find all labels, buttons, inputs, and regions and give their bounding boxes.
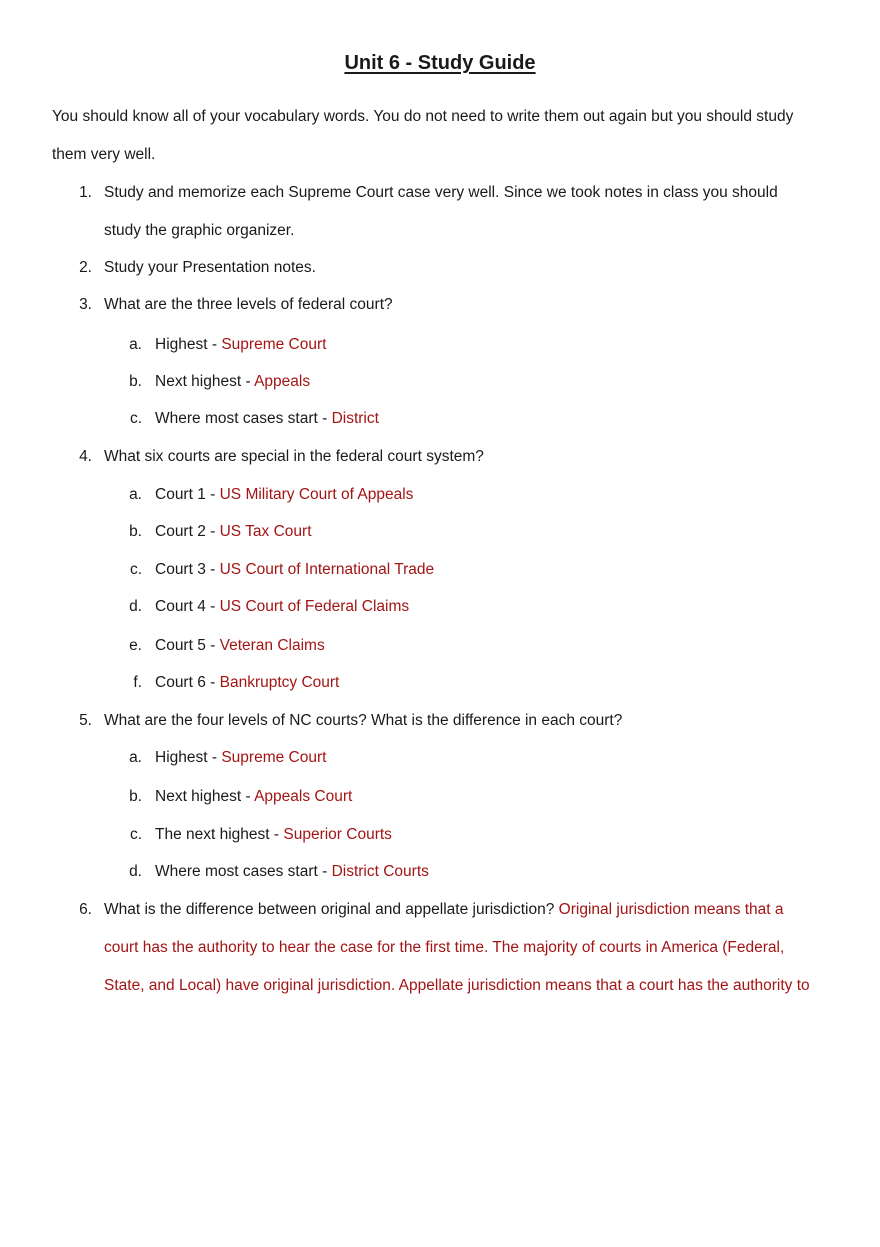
subitem-letter: d. [129, 598, 142, 615]
subitem-label: Court 5 - [155, 637, 220, 654]
item-2-text: Study your Presentation notes. [104, 259, 316, 276]
subitem [155, 409, 379, 429]
subitem-label: Court 4 - [155, 598, 220, 615]
subitem [155, 372, 310, 392]
subitem [155, 636, 325, 656]
subitem-letter: a. [129, 486, 142, 503]
intro-line-2: them very well. [52, 146, 156, 163]
item-6-question: What is the difference between original and appellate jurisdiction? [104, 901, 559, 918]
subitem-answer: US Court of Federal Claims [219, 598, 410, 615]
item-5-question: What are the four levels of NC courts? What is the difference in each court? [104, 712, 623, 729]
subitem [155, 825, 392, 845]
subitem-answer: Veteran Claims [219, 637, 325, 654]
subitem [155, 862, 429, 882]
subitem-label: Where most cases start - [155, 863, 332, 880]
subitem-label: Court 3 - [155, 561, 220, 578]
item-6-answer-part-3: State, and Local) have original jurisdiction. Appellate jurisdiction means that a court has the authority to [104, 977, 810, 994]
subitem [155, 787, 352, 807]
intro-line-1: You should know all of your vocabulary words. You do not need to write them out again but you should study [52, 108, 794, 125]
subitem-letter: a. [129, 336, 142, 353]
subitem-label: Next highest - [155, 373, 255, 390]
item-number: 3. [79, 296, 92, 313]
subitem [155, 335, 326, 355]
subitem [155, 597, 409, 617]
item-number: 1. [79, 184, 92, 201]
subitem-letter: a. [129, 749, 142, 766]
subitem-answer: Appeals Court [254, 788, 353, 805]
subitem-letter: c. [129, 410, 142, 427]
subitem-label: Court 2 - [155, 523, 220, 540]
item-3-question: What are the three levels of federal court? [104, 296, 393, 313]
item-number: 5. [79, 712, 92, 729]
subitem-letter: e. [129, 637, 142, 654]
subitem-label: Court 6 - [155, 674, 220, 691]
subitem-letter: b. [129, 523, 142, 540]
subitem-letter: d. [129, 863, 142, 880]
subitem [155, 485, 413, 505]
subitem-letter: c. [129, 561, 142, 578]
subitem [155, 522, 312, 542]
subitem-answer: Supreme Court [221, 749, 327, 766]
item-number: 6. [79, 901, 92, 918]
subitem-label: The next highest - [155, 826, 284, 843]
subitem-label: Next highest - [155, 788, 255, 805]
subitem-letter: b. [129, 373, 142, 390]
item-6-line-1 [104, 900, 784, 920]
item-4-question: What six courts are special in the federal court system? [104, 448, 484, 465]
subitem-label: Highest - [155, 749, 222, 766]
subitem-label: Court 1 - [155, 486, 220, 503]
subitem-label: Where most cases start - [155, 410, 332, 427]
subitem-answer: Superior Courts [283, 826, 392, 843]
subitem-answer: US Court of International Trade [219, 561, 435, 578]
subitem [155, 560, 434, 580]
subitem [155, 748, 326, 768]
item-6-answer-part-1: Original jurisdiction means that a [558, 901, 784, 918]
subitem-answer: US Military Court of Appeals [219, 486, 414, 503]
subitem-answer: Bankruptcy Court [219, 674, 340, 691]
item-number: 2. [79, 259, 92, 276]
subitem-letter: f. [133, 674, 142, 691]
subitem-answer: Appeals [254, 373, 311, 390]
item-1-text-line-2: study the graphic organizer. [104, 222, 295, 239]
subitem-answer: US Tax Court [219, 523, 312, 540]
page-title: Unit 6 - Study Guide [344, 52, 536, 74]
subitem-letter: b. [129, 788, 142, 805]
item-1-text-line-1: Study and memorize each Supreme Court case very well. Since we took notes in class you should [104, 184, 778, 201]
subitem-label: Highest - [155, 336, 222, 353]
item-6-answer-part-2: court has the authority to hear the case for the first time. The majority of courts in America (Federal, [104, 939, 785, 956]
subitem-letter: c. [129, 826, 142, 843]
subitem-answer: District [331, 410, 379, 427]
item-number: 4. [79, 448, 92, 465]
subitem-answer: Supreme Court [221, 336, 327, 353]
subitem-answer: District Courts [331, 863, 429, 880]
subitem [155, 673, 339, 693]
